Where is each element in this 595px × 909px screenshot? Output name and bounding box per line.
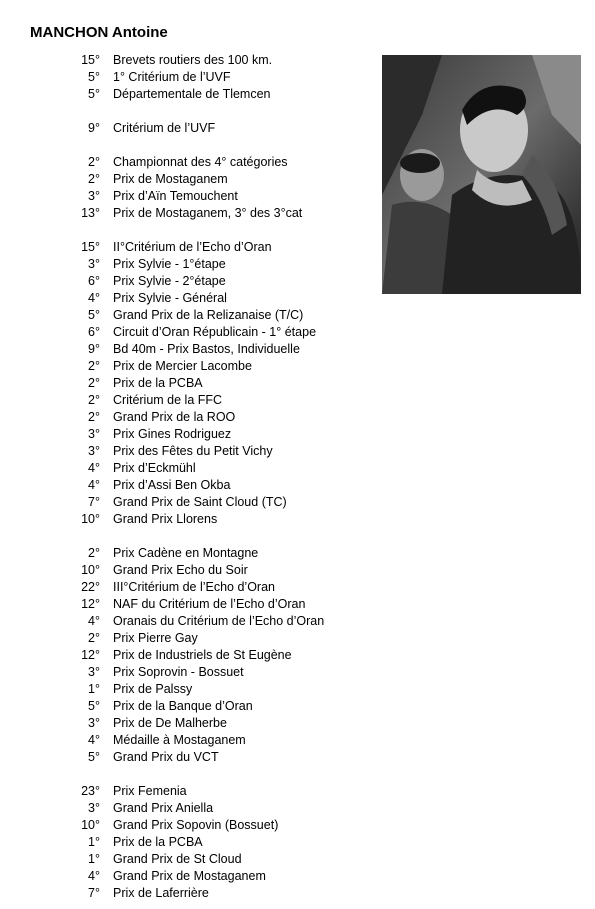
result-rank: 9° (88, 342, 100, 356)
result-event: 1° Critérium de l’UVF (113, 70, 231, 84)
result-event: Championnat des 4° catégories (113, 155, 288, 169)
result-rank: 10° (81, 818, 100, 832)
result-event: Prix de Mostaganem (113, 172, 228, 186)
result-rank: 15° (81, 53, 100, 67)
result-event: Prix de Industriels de St Eugène (113, 648, 292, 662)
result-event: Grand Prix Echo du Soir (113, 563, 248, 577)
result-event: Critérium de l’UVF (113, 121, 216, 135)
result-rank: 9° (88, 121, 100, 135)
result-event: III°Critérium de l’Echo d’Oran (113, 580, 275, 594)
result-event: Grand Prix de la ROO (113, 410, 236, 424)
result-event: Prix de Mercier Lacombe (113, 359, 252, 373)
result-rank: 4° (88, 291, 100, 305)
result-event: Prix des Fêtes du Petit Vichy (113, 444, 273, 458)
result-rank: 5° (88, 308, 100, 322)
result-event: Grand Prix de St Cloud (113, 852, 242, 866)
result-rank: 4° (88, 614, 100, 628)
result-event: Prix Cadène en Montagne (113, 546, 259, 560)
result-rank: 3° (88, 665, 100, 679)
result-rank: 10° (81, 563, 100, 577)
result-event: Prix de Mostaganem, 3° des 3°cat (113, 206, 303, 220)
result-event: Grand Prix du VCT (113, 750, 219, 764)
result-event: Prix Sylvie - 1°étape (113, 257, 226, 271)
result-rank: 7° (88, 495, 100, 509)
result-rank: 6° (88, 274, 100, 288)
result-rank: 23° (81, 784, 100, 798)
result-event: Prix de la PCBA (113, 376, 203, 390)
result-rank: 13° (81, 206, 100, 220)
result-rank: 4° (88, 461, 100, 475)
result-event: NAF du Critérium de l’Echo d’Oran (113, 597, 306, 611)
result-rank: 22° (81, 580, 100, 594)
result-event: Prix Sylvie - Général (113, 291, 227, 305)
result-event: Prix de Laferrière (113, 886, 209, 900)
result-rank: 6° (88, 325, 100, 339)
result-event: Prix de la PCBA (113, 835, 203, 849)
result-rank: 15° (81, 240, 100, 254)
result-event: Prix d’Aïn Temouchent (113, 189, 238, 203)
result-rank: 12° (81, 648, 100, 662)
result-rank: 5° (88, 87, 100, 101)
result-event: Grand Prix de la Relizanaise (T/C) (113, 308, 304, 322)
result-event: Prix Pierre Gay (113, 631, 198, 645)
result-rank: 7° (88, 886, 100, 900)
result-rank: 4° (88, 869, 100, 883)
result-rank: 3° (88, 716, 100, 730)
result-event: Médaille à Mostaganem (113, 733, 246, 747)
result-rank: 2° (88, 155, 100, 169)
result-event: II°Critérium de l’Echo d’Oran (113, 240, 272, 254)
result-rank: 5° (88, 699, 100, 713)
portrait-photo (382, 55, 581, 294)
result-event: Prix Gines Rodriguez (113, 427, 232, 441)
result-event: Bd 40m - Prix Bastos, Individuelle (113, 342, 300, 356)
result-event: Critérium de la FFC (113, 393, 223, 407)
result-event: Grand Prix de Saint Cloud (TC) (113, 495, 287, 509)
result-event: Prix Sylvie - 2°étape (113, 274, 226, 288)
result-event: Grand Prix Sopovin (Bossuet) (113, 818, 279, 832)
result-rank: 2° (88, 631, 100, 645)
result-rank: 2° (88, 172, 100, 186)
result-rank: 5° (88, 70, 100, 84)
result-event: Prix de Palssy (113, 682, 193, 696)
result-rank: 2° (88, 410, 100, 424)
result-rank: 1° (88, 852, 100, 866)
result-event: Prix d’Eckmühl (113, 461, 196, 475)
result-rank: 2° (88, 359, 100, 373)
result-event: Brevets routiers des 100 km. (113, 53, 273, 67)
result-event: Prix de De Malherbe (113, 716, 227, 730)
result-rank: 12° (81, 597, 100, 611)
cyclist-portrait-icon (382, 55, 581, 294)
result-rank: 5° (88, 750, 100, 764)
result-rank: 3° (88, 257, 100, 271)
result-rank: 2° (88, 393, 100, 407)
result-rank: 3° (88, 189, 100, 203)
result-event: Oranais du Critérium de l’Echo d’Oran (113, 614, 325, 628)
result-event: Grand Prix Llorens (113, 512, 218, 526)
result-event: Départementale de Tlemcen (113, 87, 271, 101)
result-rank: 3° (88, 427, 100, 441)
result-rank: 3° (88, 801, 100, 815)
result-event: Circuit d’Oran Républicain - 1° étape (113, 325, 317, 339)
page-title: MANCHON Antoine (30, 24, 168, 41)
result-rank: 1° (88, 835, 100, 849)
result-event: Prix Soprovin - Bossuet (113, 665, 244, 679)
result-event: Prix de la Banque d’Oran (113, 699, 253, 713)
result-rank: 4° (88, 478, 100, 492)
result-event: Grand Prix Aniella (113, 801, 214, 815)
result-rank: 1° (88, 682, 100, 696)
result-event: Prix Femenia (113, 784, 187, 798)
result-rank: 3° (88, 444, 100, 458)
result-rank: 4° (88, 733, 100, 747)
result-event: Grand Prix de Mostaganem (113, 869, 266, 883)
result-rank: 2° (88, 376, 100, 390)
result-rank: 2° (88, 546, 100, 560)
result-rank: 10° (81, 512, 100, 526)
result-event: Prix d’Assi Ben Okba (113, 478, 231, 492)
